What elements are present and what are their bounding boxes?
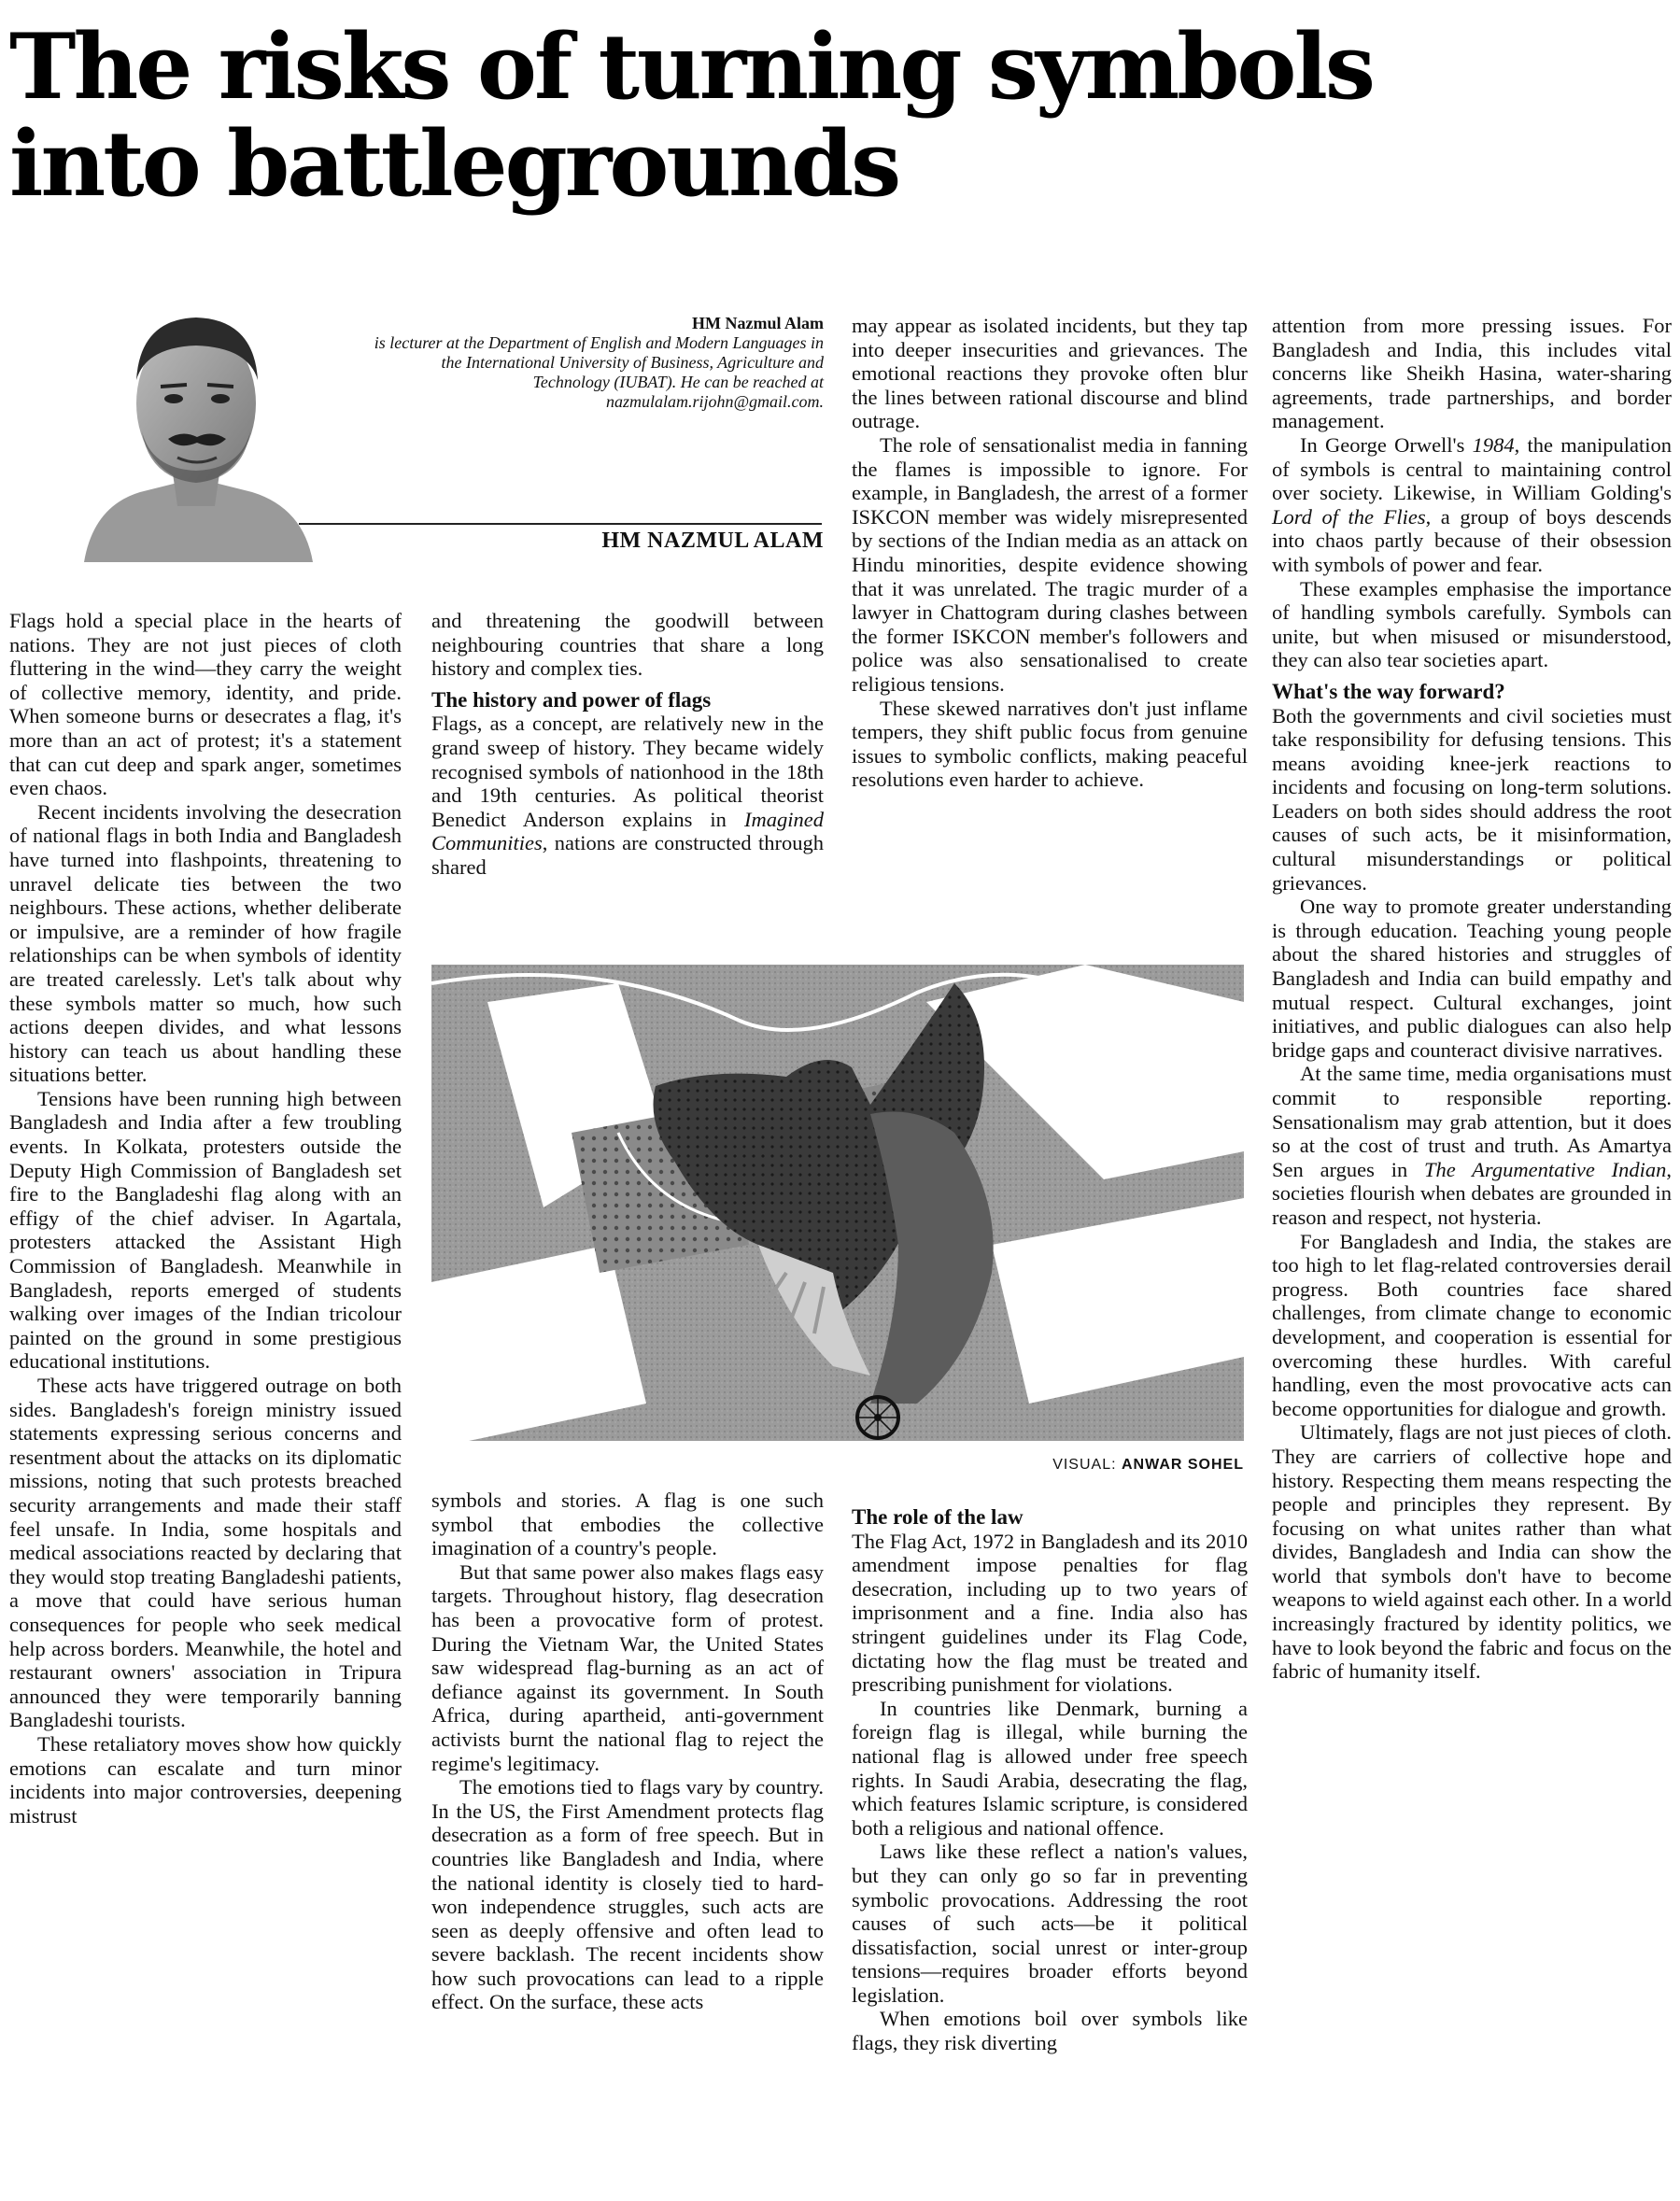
book-title: The Argumentative Indian [1424, 1157, 1667, 1181]
article-paragraph [431, 712, 824, 879]
book-title: 1984 [1472, 432, 1515, 457]
text-run: Flags, as a concept, are relatively new in the grand sweep of history. They became widely recognised symbols of nationhood in the 18th and 19th centuries. As political theorist Benedict Anderson explains in [431, 712, 824, 831]
article-paragraph: and threatening the goodwill between neighbouring countries that share a long history and complex ties. [431, 609, 824, 681]
article-column-2-top [431, 609, 824, 880]
author-bio [374, 314, 824, 412]
headline [9, 14, 1672, 217]
article-column-3-bottom [852, 1505, 1248, 2055]
visual-credit-label: VISUAL: [1052, 1457, 1117, 1473]
article-paragraph [1272, 433, 1672, 577]
author-bio-text: is lecturer at the Department of English and Modern Languages in the International University of Business, Agriculture and Technology (IUBAT). He can be reached at nazmulalam.rijohn@gmail.com. [374, 333, 824, 411]
visual-credit [934, 1457, 1244, 1474]
section-heading-law: The role of the law [852, 1505, 1024, 1529]
article-column-4 [1272, 314, 1672, 1684]
text-run: , nations are constructed through shared [431, 831, 824, 879]
article-paragraph: Tensions have been running high between Bangladesh and India after a few troubling events. In Kolkata, protesters outside the Deputy High Commission of Bangladesh set fire to the Bangladeshi flag along with an effigy of the chief adviser. In Agartala, protesters attacked the Assistant High Commission of Bangladesh. Meanwhile in Bangladesh, reports emerged of students walking over images of the Indian tricolour painted on the ground in some prestigious educational institutions. [9, 1086, 402, 1374]
text-run: , societies flourish when debates are grounded in reason and respect, not hysteria. [1272, 1157, 1672, 1229]
text-run: , the manipulation of symbols is central to maintaining control over society. Likewise, in William Golding's [1272, 432, 1673, 505]
section-heading-history: The history and power of flags [431, 687, 712, 712]
author-bio-name: HM Nazmul Alam [692, 314, 824, 332]
article-paragraph: These examples emphasise the importance of handling symbols carefully. Symbols can unite, but when misused or misunderstood, they can also tear societies apart. [1272, 576, 1672, 672]
article-paragraph: may appear as isolated incidents, but they tap into deeper insecurities and grievances. The emotional reactions they provoke often blur the lines between rational discourse and blind outrage. [852, 314, 1248, 433]
book-title: Imagined Communities [431, 807, 824, 855]
article-paragraph: The Flag Act, 1972 in Bangladesh and its 2010 amendment impose penalties for flag desecration, including up to two years of imprisonment and a fine. India also has stringent guidelines under its Flag Code, dictating how the flag must be treated and prescribing punishment for violations. [852, 1529, 1248, 1697]
article-paragraph [1272, 1062, 1672, 1229]
text-run: , a group of boys descends into chaos partly because of their obsession with symbols of power and fear. [1272, 504, 1672, 576]
article-paragraph: For Bangladesh and India, the stakes are too high to let flag-related controversies derail progress. Both countries face shared challenges, from climate change to economic development, and cooperation is essential for overcoming these hurdles. With careful handling, even the most provocative acts can become opportunities for dialogue and growth. [1272, 1229, 1672, 1420]
article-paragraph: Recent incidents involving the desecration of national flags in both India and Bangladesh have turned into flashpoints, threatening to unravel delicate ties between the two neighbours. These actions, whether deliberate or impulsive, are a reminder of how fragile relationships can be when symbols of identity are treated carelessly. Let's talk about why these symbols matter so much, how such actions deepen divides, and what lessons history can teach us about handling these situations better. [9, 799, 402, 1087]
article-paragraph: Flags hold a special place in the hearts of nations. They are not just pieces of cloth fluttering in the wind—they carry the weight of collective memory, identity, and pride. When someone burns or desecrates a flag, it's more than an act of protest; it's a statement that can cut deep and spark anger, sometimes even chaos. [9, 609, 402, 800]
byline: HM NAZMUL ALAM [601, 529, 824, 553]
article-paragraph: These skewed narratives don't just inflame tempers, they shift public focus from genuine issues to symbolic conflicts, making peaceful resolutions even harder to achieve. [852, 696, 1248, 792]
article-column-3-top [852, 314, 1248, 792]
headline-line-2: into battlegrounds [9, 111, 899, 217]
author-photo [75, 291, 318, 562]
text-run: At the same time, media organisations must commit to responsible reporting. Sensationalism may grab attention, but it does so at the cost of trust and truth. As Amartya Sen argues in [1272, 1062, 1672, 1181]
article-paragraph: In countries like Denmark, burning a foreign flag is illegal, while burning the national flag is allowed under free speech rights. In Saudi Arabia, desecrating the flag, which features Islamic scripture, is considered both a religious and national offence. [852, 1696, 1248, 1840]
article-paragraph: One way to promote greater understanding is through education. Teaching young people about the shared histories and struggles of Bangladesh and India can build empathy and mutual respect. Cultural exchanges, joint initiatives, and public dialogues can also help bridge gaps and counteract divisive narratives. [1272, 895, 1672, 1062]
article-paragraph: These retaliatory moves show how quickly emotions can escalate and turn minor incidents into major controversies, deepening mistrust [9, 1731, 402, 1827]
article-paragraph: These acts have triggered outrage on both sides. Bangladesh's foreign ministry issued statements expressing serious concerns and resentment about the attacks on its diplomatic missions, noting that such protests breached security arrangements and made their staff feel unsafe. In India, some hospitals and medical associations reacted by declaring that they would stop treating Bangladeshi patients, a move that could have serious human consequences for people who seek medical help across borders. Meanwhile, the hotel and restaurant owners' association in Tripura announced they were temporarily banning Bangladeshi tourists. [9, 1374, 402, 1732]
text-run: In George Orwell's [1300, 432, 1473, 457]
article-column-2-bottom [431, 1488, 824, 2014]
article-paragraph: attention from more pressing issues. For Bangladesh and India, this includes vital concerns like Sheikh Hasina, water-sharing agreements, trade partnerships, and border management. [1272, 314, 1672, 433]
article-paragraph: The role of sensationalist media in fanning the flames is impossible to ignore. For example, in Bangladesh, the arrest of a former ISKCON member was widely misrepresented by sections of the Indian media as an attack on Hindu minorities, despite evidence showing that it was unrelated. The tragic murder of a lawyer in Chattogram during clashes between the former ISKCON member's followers and police was also sensationalised to create religious tensions. [852, 432, 1248, 696]
article-paragraph: symbols and stories. A flag is one such symbol that embodies the collective imagination of a country's people. [431, 1488, 824, 1560]
article-paragraph: Both the governments and civil societies must take responsibility for defusing tensions. This means avoiding knee-jerk reactions to incidents and focusing on long-term solutions. Leaders on both sides should address the root causes of such acts, be it misinformation, cultural misunderstandings or political grievances. [1272, 703, 1672, 895]
section-heading-way-forward: What's the way forward? [1272, 679, 1505, 703]
visual-credit-name: ANWAR SOHEL [1122, 1457, 1244, 1473]
article-column-1 [9, 609, 402, 1827]
article-paragraph: But that same power also makes flags easy targets. Throughout history, flag desecration has been a provocative form of protest. During the Vietnam War, the United States saw widespread flag-burning as an act of defiance against its government. In South Africa, during apartheid, anti-government activists burnt the national flag to reject the regime's legitimacy. [431, 1559, 824, 1775]
article-paragraph: When emotions boil over symbols like flags, they risk diverting [852, 2007, 1248, 2055]
article-paragraph: The emotions tied to flags vary by country. In the US, the First Amendment protects flag desecration as a form of free speech. But in countries like Bangladesh and India, where the national identity is closely tied to hard-won independence struggles, such acts are seen as deeply offensive and often lead to severe backlash. The recent incidents show how such provocations can lead to a ripple effect. On the surface, these acts [431, 1775, 824, 2014]
headline-line-1: The risks of turning symbols [9, 14, 1373, 120]
illustration-dove-hands [431, 965, 1244, 1441]
byline-rule [299, 523, 822, 525]
article-paragraph: Laws like these reflect a nation's values, but they can only go so far in preventing symbolic provocations. Addressing the root causes of such acts—be it political dissatisfaction, social unrest or inter-group tensions—requires broader efforts beyond legislation. [852, 1840, 1248, 2007]
article-paragraph: Ultimately, flags are not just pieces of cloth. They are carriers of collective hope and history. Respecting them means respecting the people and principles they represent. By focusing on what unites rather than what divides, Bangladesh and India can show the world that symbols don't have to become weapons to wield against each other. In a world increasingly fractured by identity politics, we have to look beyond the fabric and focus on the fabric of humanity itself. [1272, 1420, 1672, 1684]
book-title: Lord of the Flies [1272, 504, 1426, 529]
